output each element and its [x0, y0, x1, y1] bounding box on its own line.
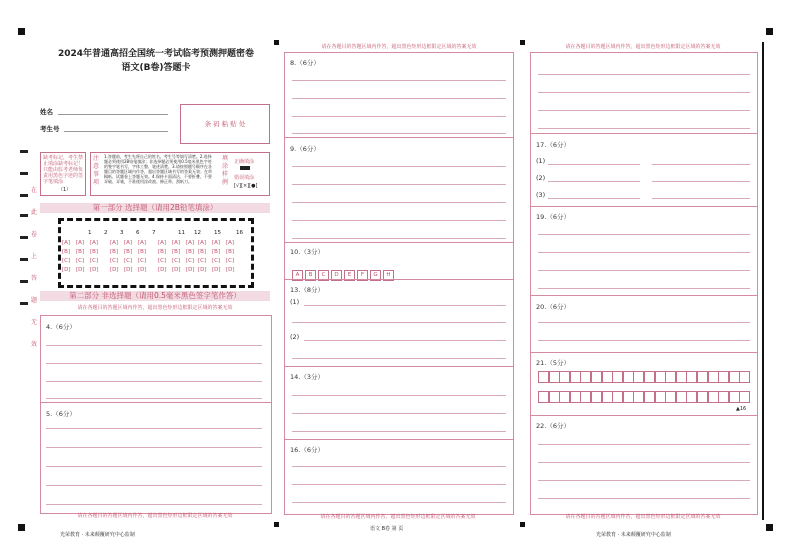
q21-grid-cell[interactable] — [623, 371, 634, 383]
right-edge-line — [762, 42, 764, 520]
q19-label: 19.（6分） — [536, 213, 570, 221]
q21-grid-cell[interactable] — [697, 391, 708, 403]
q21-grid-cell[interactable] — [580, 371, 591, 383]
q21-grid-cell[interactable] — [591, 391, 602, 403]
choice-bubble[interactable]: [C] — [90, 258, 99, 264]
q22-area[interactable] — [530, 415, 758, 515]
q9-label: 9.（6分） — [290, 145, 320, 153]
absent-mark-text: 缺考标记，考生禁止填涂缺考标记！只能由监考老师负责用黑色字迹的签字笔填涂 — [43, 155, 84, 185]
panel3-bottom-note: 请在各题目的答题区域内作答，超出黑色矩形边框限定区域的答案无效 — [565, 514, 721, 520]
registration-mark — [520, 40, 525, 45]
q21-grid-cell[interactable] — [686, 391, 697, 403]
choice-bubble[interactable]: [A] — [212, 240, 221, 246]
choice-bubble[interactable]: [D] — [212, 267, 221, 273]
choice-number: 2 — [104, 230, 108, 236]
choice-bubble[interactable]: [A] — [172, 240, 181, 246]
q10-option[interactable]: H — [383, 270, 394, 281]
choice-bubble[interactable]: [A] — [110, 240, 119, 246]
fill-wrong-label: 错误填涂 — [234, 175, 255, 181]
footer-middle: 语文 B卷 第 页 — [370, 526, 404, 532]
q21-grid-cell[interactable] — [644, 391, 655, 403]
q21-grid-cell[interactable] — [538, 391, 549, 403]
q17-sub3-label: (3) — [536, 191, 546, 199]
attention-text: 1.答题前，考生先将自己的姓名、考生号等填写清楚。2.选择题必须使用2B铅笔填涂；非选择题必须使用0.5毫米黑色字迹的签字笔书写，字体工整、笔迹清楚。3.请按照题号顺序在各题目的答题区域内作答，超出答题区域书写的答案无效；在草稿纸、试题卷上答题无效。4.保持卡面清洁，不要折叠，不要弄破、弄皱，不准使用涂改液、修正带、刮纸刀。 — [104, 154, 212, 184]
choice-bubble[interactable]: [C] — [226, 258, 235, 264]
registration-mark — [274, 522, 279, 527]
q21-grid-cell[interactable] — [549, 371, 560, 383]
q8-label: 8.（6分） — [290, 59, 320, 67]
choice-bubble[interactable]: [A] — [62, 240, 71, 246]
q21-grid-cell[interactable] — [549, 391, 560, 403]
q21-grid-cell[interactable] — [665, 371, 676, 383]
part1-banner: 第一部分 选择题（请用2B铅笔填涂） — [40, 203, 270, 213]
absent-mark-tag: （1） — [58, 187, 72, 193]
choice-bubble[interactable]: [D] — [76, 267, 85, 273]
choice-number: 16 — [236, 230, 243, 236]
q21-grid-cell[interactable] — [708, 391, 719, 403]
fill-wrong-sample: [√][×][●] — [234, 183, 258, 189]
choice-bubble[interactable]: [D] — [62, 267, 71, 273]
choice-bubble[interactable]: [C] — [124, 258, 133, 264]
q21-grid-cell[interactable] — [580, 391, 591, 403]
q21-grid-cell[interactable] — [665, 391, 676, 403]
student-id-field[interactable] — [64, 131, 168, 132]
q10-option[interactable]: G — [370, 270, 381, 281]
choice-bubble[interactable]: [C] — [110, 258, 119, 264]
choice-bubble[interactable]: [D] — [198, 267, 207, 273]
q13-sub1-label: (1) — [290, 298, 300, 306]
registration-mark — [18, 28, 25, 35]
q5-label: 5.（6分） — [46, 410, 76, 418]
q21-grid-cell[interactable] — [612, 371, 623, 383]
choice-bubble[interactable]: [C] — [62, 258, 71, 264]
choice-grid — [62, 226, 243, 276]
registration-mark — [274, 40, 279, 45]
choice-bubble[interactable]: [B] — [90, 249, 99, 255]
fill-correct-sample — [240, 166, 250, 170]
q16-label: 16.（6分） — [290, 446, 324, 454]
q21-grid-cell[interactable] — [655, 371, 666, 383]
q21-grid-cell[interactable] — [708, 371, 719, 383]
choice-bubble[interactable]: [C] — [212, 258, 221, 264]
choice-bubble[interactable]: [C] — [76, 258, 85, 264]
choice-bubble[interactable]: [B] — [62, 249, 71, 255]
q21-grid-cell[interactable] — [676, 371, 687, 383]
q4-label: 4.（6分） — [46, 323, 76, 331]
choice-bubble[interactable]: [A] — [198, 240, 207, 246]
q21-grid-cell[interactable] — [570, 371, 581, 383]
q21-count-mark: ▲16 — [736, 406, 747, 412]
choice-number: 3 — [120, 230, 124, 236]
q21-grid-cell[interactable] — [612, 391, 623, 403]
choice-bubble[interactable]: [A] — [226, 240, 235, 246]
choice-bubble[interactable]: [D] — [186, 267, 195, 273]
q21-grid-cell[interactable] — [602, 371, 613, 383]
q21-grid-cell[interactable] — [739, 391, 750, 403]
q21-grid-cell[interactable] — [570, 391, 581, 403]
q10-option[interactable]: F — [357, 270, 368, 281]
choice-number: 6 — [136, 230, 140, 236]
panel2-bottom-note: 请在各题目的答题区域内作答，超出黑色矩形边框限定区域的答案无效 — [320, 514, 476, 520]
choice-number: 1 — [88, 230, 92, 236]
q21-grid-cell[interactable] — [559, 371, 570, 383]
registration-mark — [18, 524, 25, 531]
choice-bubble[interactable]: [B] — [158, 249, 167, 255]
choice-bubble[interactable]: [D] — [110, 267, 119, 273]
choice-bubble[interactable]: [A] — [76, 240, 85, 246]
choice-bubble[interactable]: [C] — [186, 258, 195, 264]
choice-bubble[interactable]: [B] — [110, 249, 119, 255]
q21-grid-cell[interactable] — [729, 371, 740, 383]
footer-right: 光荣教育 · 未来颠覆研究中心监制 — [596, 532, 671, 538]
q13-sub2-label: (2) — [290, 333, 300, 341]
choice-bubble[interactable]: [D] — [172, 267, 181, 273]
q20-label: 20.（6分） — [536, 303, 570, 311]
q14-label: 14.（3分） — [290, 373, 324, 381]
name-field[interactable] — [58, 114, 168, 115]
side-warning-text: 在 此 卷 上 答 题 无 效 — [30, 187, 37, 348]
q21-grid-cell[interactable] — [739, 371, 750, 383]
registration-mark — [766, 524, 773, 531]
q21-grid-cell[interactable] — [686, 371, 697, 383]
q21-grid-cell[interactable] — [676, 391, 687, 403]
choice-bubble[interactable]: [B] — [198, 249, 207, 255]
part2-instruction: 请在各题目的答题区域内作答，超出黑色矩形边框限定区域的答案无效 — [77, 305, 233, 311]
q21-grid-cell[interactable] — [591, 371, 602, 383]
choice-bubble[interactable]: [B] — [212, 249, 221, 255]
q21-grid-cell[interactable] — [633, 371, 644, 383]
q5-area[interactable] — [40, 402, 272, 514]
footer-left: 光荣教育 · 未来颠覆研究中心监制 — [60, 532, 135, 538]
choice-bubble[interactable]: [D] — [158, 267, 167, 273]
q21-label: 21.（5分） — [536, 359, 570, 367]
q21-char-grid[interactable] — [538, 371, 752, 411]
barcode-label: 条 码 粘 贴 处 — [204, 120, 246, 128]
choice-bubble[interactable]: [A] — [124, 240, 133, 246]
choice-bubble[interactable]: [A] — [90, 240, 99, 246]
choice-bubble[interactable]: [C] — [198, 258, 207, 264]
q21-grid-cell[interactable] — [718, 371, 729, 383]
choice-bubble[interactable]: [A] — [158, 240, 167, 246]
q21-grid-cell[interactable] — [559, 391, 570, 403]
registration-mark — [520, 522, 525, 527]
q17-label: 17.（6分） — [536, 141, 570, 149]
q21-grid-cell[interactable] — [633, 391, 644, 403]
q10-options — [292, 261, 396, 281]
choice-number: 12 — [194, 230, 201, 236]
choice-number: 15 — [214, 230, 221, 236]
q21-grid-cell[interactable] — [602, 391, 613, 403]
page-title: 2024年普通高招全国统一考试临考预测押题密卷 — [57, 49, 255, 59]
q21-grid-cell[interactable] — [538, 371, 549, 383]
q22-label: 22.（6分） — [536, 422, 570, 430]
choice-bubble[interactable]: [B] — [138, 249, 147, 255]
q21-grid-cell[interactable] — [644, 371, 655, 383]
fill-example-title: 填涂样例 — [222, 155, 229, 186]
barcode-area — [180, 104, 270, 144]
choice-bubble[interactable]: [D] — [90, 267, 99, 273]
q16-continued-area[interactable] — [530, 52, 758, 134]
q21-grid-cell[interactable] — [623, 391, 634, 403]
choice-bubble[interactable]: [B] — [76, 249, 85, 255]
q10-option[interactable]: C — [318, 270, 329, 281]
choice-bubble[interactable]: [C] — [138, 258, 147, 264]
attention-title: 注意事项 — [93, 155, 100, 186]
choice-bubble[interactable]: [A] — [138, 240, 147, 246]
student-id-label: 考生号 — [40, 125, 60, 133]
q17-sub1-label: (1) — [536, 157, 546, 165]
registration-mark — [766, 28, 773, 35]
q13-label: 13.（8分） — [290, 286, 324, 294]
q21-grid-cell[interactable] — [729, 391, 740, 403]
q21-grid-cell[interactable] — [655, 391, 666, 403]
page-subtitle: 语文(B卷)答题卡 — [121, 63, 191, 73]
fill-correct-label: 正确填涂 — [234, 159, 255, 165]
choice-bubble[interactable]: [B] — [186, 249, 195, 255]
q10-option[interactable]: E — [344, 270, 355, 281]
choice-bubble[interactable]: [B] — [172, 249, 181, 255]
choice-bubble[interactable]: [C] — [158, 258, 167, 264]
q21-grid-cell[interactable] — [718, 391, 729, 403]
choice-bubble[interactable]: [D] — [226, 267, 235, 273]
choice-number: 11 — [178, 230, 185, 236]
name-label: 姓名 — [40, 108, 53, 116]
choice-number: 7 — [152, 230, 156, 236]
choice-bubble[interactable]: [B] — [226, 249, 235, 255]
panel2-top-note: 请在各题目的答题区域内作答，超出黑色矩形边框限定区域的答案无效 — [321, 44, 477, 50]
choice-bubble[interactable]: [D] — [138, 267, 147, 273]
choice-bubble[interactable]: [C] — [172, 258, 181, 264]
q10-option[interactable]: A — [292, 270, 303, 281]
panel1-bottom-note: 请在各题目的答题区域内作答，超出黑色矩形边框限定区域的答案无效 — [77, 513, 233, 519]
choice-bubble[interactable]: [A] — [186, 240, 195, 246]
q10-label: 10.（3分） — [290, 248, 324, 256]
choice-bubble[interactable]: [B] — [124, 249, 133, 255]
q17-sub2-label: (2) — [536, 174, 546, 182]
panel3-top-note: 请在各题目的答题区域内作答，超出黑色矩形边框限定区域的答案无效 — [565, 44, 721, 50]
choice-bubble[interactable]: [D] — [124, 267, 133, 273]
q10-option[interactable]: D — [331, 270, 342, 281]
q21-grid-cell[interactable] — [697, 371, 708, 383]
part2-banner: 第二部分 非选择题（请用0.5毫米黑色签字笔作答） — [40, 291, 270, 301]
q10-option[interactable]: B — [305, 270, 316, 281]
